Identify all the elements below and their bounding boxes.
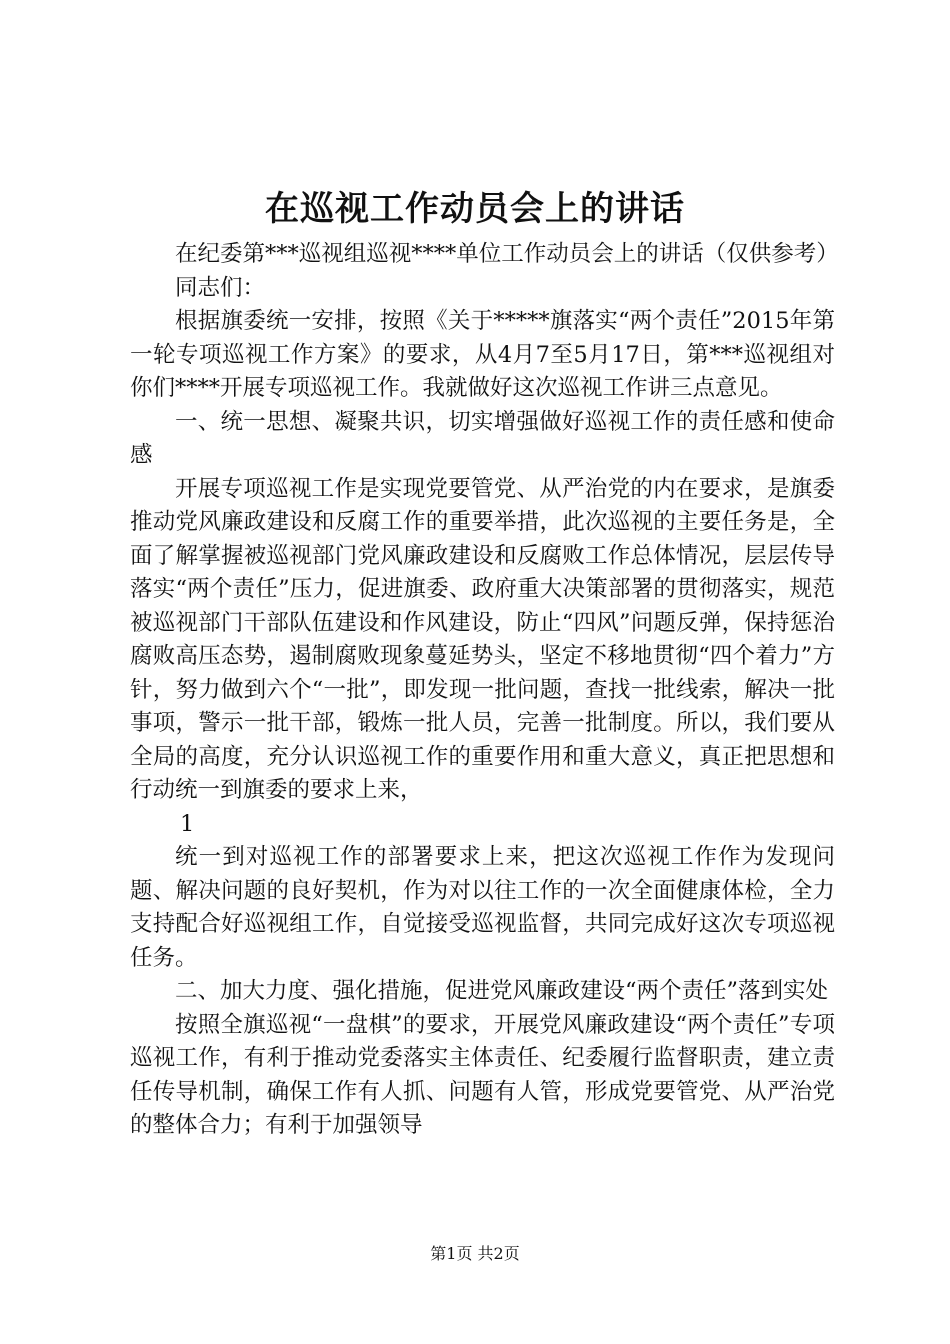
paragraph-subtitle: 在纪委第***巡视组巡视****单位工作动员会上的讲话（仅供参考） (175, 241, 839, 267)
section-heading-2: 二、加大力度、强化措施，促进党风廉政建设“两个责任”落到实处 (175, 978, 829, 1004)
page-footer: 第1页 共2页 (430, 1244, 520, 1263)
section-heading-1: 一、统一思想、凝聚共识，切实增强做好巡视工作的责任感和使命感 (130, 408, 835, 468)
paragraph-section-2: 按照全旗巡视“一盘棋”的要求，开展党风廉政建设“两个责任”专项巡视工作，有利于推动党委落实主体责任、纪委履行监督职责，建立责任传导机制，确保工作有人抓、问题有人管，形成党要管党、从严治党的整体合力；有利于加强领导 (130, 1011, 835, 1138)
document-title: 在巡视工作动员会上的讲话 (265, 189, 685, 229)
paragraph-section-1: 开展专项巡视工作是实现党要管党、从严治党的内在要求，是旗委推动党风廉政建设和反腐工作的重要举措，此次巡视的主要任务是，全面了解掌握被巡视部门党风廉政建设和反腐败工作总体情况，层层传导落实“两个责任”压力，促进旗委、政府重大决策部署的贯彻落实，规范被巡视部门干部队伍建设和作风建设，防止“四风”问题反弹，保持惩治腐败高压态势，遏制腐败现象蔓延势头，坚定不移地贯彻“四个着力”方针，努力做到六个“一批”，即发现一批问题，查找一批线索，解决一批事项，警示一批干部，锻炼一批人员，完善一批制度。所以，我们要从全局的高度，充分认识巡视工作的重要作用和重大意义，真正把思想和行动统一到旗委的要求上来， (130, 475, 835, 803)
document-body (130, 238, 839, 1143)
paragraph-intro: 根据旗委统一安排，按照《关于*****旗落实“两个责任”2015年第一轮专项巡视工作方案》的要求，从4月7至5月17日，第***巡视组对你们****开展专项巡视工作。我就做好这次巡视工作讲三点意见。 (130, 308, 835, 401)
paragraph-section-1-cont: 统一到对巡视工作的部署要求上来，把这次巡视工作作为发现问题、解决问题的良好契机，作为对以往工作的一次全面健康体检，全力支持配合好巡视组工作，自觉接受巡视监督，共同完成好这次专项巡视任务。 (130, 844, 835, 971)
paragraph-salutation: 同志们： (175, 274, 266, 301)
inline-page-number: 1 (180, 810, 195, 837)
